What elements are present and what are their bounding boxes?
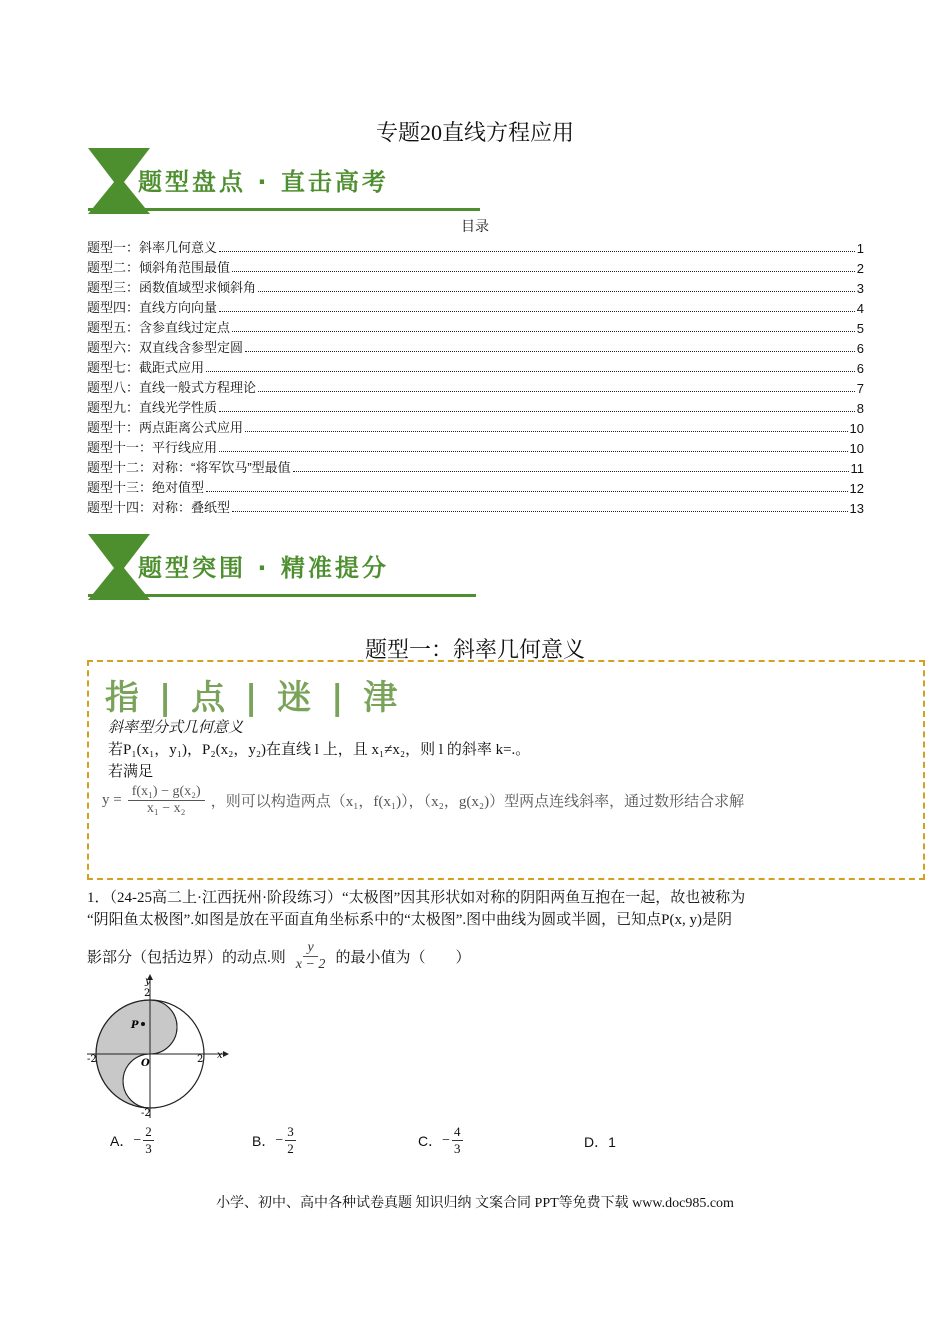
tick-label-x-neg2: -2 bbox=[87, 1054, 97, 1065]
toc-leader-dots bbox=[293, 471, 849, 472]
toc-entry-page: 4 bbox=[856, 301, 864, 316]
option-sign: − bbox=[133, 1132, 142, 1148]
toc-entry-page: 7 bbox=[856, 381, 864, 396]
toc-entry-page: 2 bbox=[856, 261, 864, 276]
toc-entry-page: 1 bbox=[856, 241, 864, 256]
banner-title: 题型盘点 · 直击高考 bbox=[138, 168, 389, 196]
formula-lhs: y = bbox=[102, 792, 122, 808]
question-text-line2: “阴阳鱼太极图”.如图是放在平面直角坐标系中的“太极图”.图中曲线为圆或半圆，已知点P(x, y)是阴 bbox=[87, 912, 732, 928]
option-fraction bbox=[285, 1124, 296, 1157]
point-p-label: P bbox=[131, 1020, 139, 1031]
question-fraction bbox=[292, 940, 330, 973]
toc-entry-label: 题型七：截距式应用 bbox=[87, 360, 205, 375]
document-title: 专题20直线方程应用 bbox=[375, 120, 574, 145]
tip-condition: 若满足 bbox=[108, 764, 154, 780]
option-a[interactable] bbox=[110, 1124, 154, 1157]
option-sign: − bbox=[442, 1132, 451, 1148]
tip-formula bbox=[102, 784, 744, 817]
toc-entry-label: 题型二：倾斜角范围最值 bbox=[87, 260, 231, 275]
tick-label-x2: 2 bbox=[197, 1054, 204, 1065]
point-p-marker bbox=[141, 1022, 145, 1026]
toc-entry-label: 题型三：函数值域型求倾斜角 bbox=[87, 280, 257, 295]
option-sign: − bbox=[275, 1132, 284, 1148]
toc-entry-page: 6 bbox=[856, 341, 864, 356]
x-axis-label: x bbox=[217, 1050, 223, 1061]
toc-entry[interactable] bbox=[87, 236, 864, 256]
formula-fraction bbox=[128, 784, 205, 817]
toc-entry-label: 题型五：含参直线过定点 bbox=[87, 320, 231, 335]
toc-entry[interactable] bbox=[87, 356, 864, 376]
tip-subtitle: 斜率型分式几何意义 bbox=[108, 720, 244, 736]
toc-entry-label: 题型十二：对称：“将军饮马”型最值 bbox=[87, 460, 291, 475]
toc-leader-dots bbox=[219, 451, 848, 452]
toc-leader-dots bbox=[258, 291, 855, 292]
toc-entry-page: 11 bbox=[850, 461, 864, 476]
toc-entry[interactable] bbox=[87, 256, 864, 276]
toc-leader-dots bbox=[219, 251, 855, 252]
toc-leader-dots bbox=[232, 331, 855, 332]
toc-entry-label: 题型九：直线光学性质 bbox=[87, 400, 218, 415]
toc-entry[interactable] bbox=[87, 496, 864, 516]
toc-entry[interactable] bbox=[87, 436, 864, 456]
question-suffix: 的最小值为（ ） bbox=[335, 950, 471, 966]
question-text-line1: 1．（24-25高二上·江西抚州·阶段练习）“太极图”因其形状如对称的阴阳两鱼互抱在一起，故也被称为 bbox=[87, 890, 746, 906]
taiji-figure bbox=[85, 972, 235, 1120]
toc-entry-page: 3 bbox=[856, 281, 864, 296]
tick-label-y-neg2: -2 bbox=[141, 1108, 151, 1119]
option-fraction bbox=[452, 1124, 463, 1157]
toc-entry-page: 12 bbox=[849, 481, 864, 496]
toc-entry[interactable] bbox=[87, 416, 864, 436]
toc-entry-label: 题型八：直线一般式方程理论 bbox=[87, 380, 257, 395]
toc-entry-label: 题型十一：平行线应用 bbox=[87, 440, 218, 455]
option-numerator: 2 bbox=[145, 1124, 152, 1139]
option-letter: C． bbox=[418, 1132, 443, 1149]
toc-entry-label: 题型十三：绝对值型 bbox=[87, 480, 205, 495]
option-denominator: 3 bbox=[145, 1141, 152, 1156]
origin-label: O bbox=[141, 1058, 150, 1069]
toc-entry[interactable] bbox=[87, 456, 864, 476]
option-fraction bbox=[143, 1124, 154, 1157]
toc-leader-dots bbox=[206, 371, 855, 372]
page-footer: 小学、初中、高中各种试卷真题 知识归纳 文案合同 PPT等免费下载 www.doc985.com bbox=[216, 1196, 734, 1211]
toc-entry-page: 8 bbox=[856, 401, 864, 416]
toc-leader-dots bbox=[232, 271, 855, 272]
toc-leader-dots bbox=[206, 491, 848, 492]
formula-numerator: f(x₁) − g(x₂) bbox=[128, 784, 205, 801]
option-value: 1 bbox=[608, 1134, 616, 1150]
option-letter: B． bbox=[252, 1132, 276, 1149]
toc-entry[interactable] bbox=[87, 376, 864, 396]
option-letter: D． bbox=[584, 1134, 609, 1150]
toc-entry-page: 13 bbox=[849, 501, 864, 516]
toc-entry[interactable] bbox=[87, 476, 864, 496]
option-d[interactable] bbox=[584, 1132, 616, 1152]
toc-entry[interactable] bbox=[87, 316, 864, 336]
toc-entry-page: 10 bbox=[849, 441, 864, 456]
y-axis-label: y bbox=[145, 976, 151, 987]
formula-denominator: x₁ − x₂ bbox=[146, 801, 186, 816]
option-c[interactable] bbox=[418, 1124, 463, 1157]
question-prefix: 影部分（包括边界）的动点.则 bbox=[87, 950, 286, 966]
toc-entry-label: 题型十四：对称：叠纸型 bbox=[87, 500, 231, 515]
option-numerator: 3 bbox=[287, 1124, 294, 1139]
banner-title: 题型突围 · 精准提分 bbox=[138, 554, 389, 582]
section-banner-practice bbox=[88, 534, 488, 602]
toc-leader-dots bbox=[245, 431, 848, 432]
toc-entry-label: 题型六：双直线含参型定圆 bbox=[87, 340, 244, 355]
tip-slope-definition: 若P₁(x₁，y₁)，P₂(x₂，y₂)在直线 l 上，且 x₁≠x₂，则 l 的斜率 k=.。 bbox=[108, 742, 531, 758]
toc-entry[interactable] bbox=[87, 276, 864, 296]
toc-leader-dots bbox=[232, 511, 848, 512]
question-text-line3 bbox=[87, 940, 470, 973]
toc-entry-page: 10 bbox=[849, 421, 864, 436]
toc-entry-label: 题型四：直线方向向量 bbox=[87, 300, 218, 315]
option-denominator: 2 bbox=[287, 1141, 294, 1156]
tick-label-y2: 2 bbox=[144, 988, 151, 999]
toc-heading: 目录 bbox=[461, 220, 489, 235]
toc-entry-label: 题型一：斜率几何意义 bbox=[87, 240, 218, 255]
table-of-contents bbox=[87, 236, 864, 516]
toc-leader-dots bbox=[219, 411, 855, 412]
toc-entry[interactable] bbox=[87, 396, 864, 416]
option-denominator: 3 bbox=[454, 1141, 461, 1156]
section-title: 题型一：斜率几何意义 bbox=[364, 637, 585, 662]
toc-entry-page: 6 bbox=[856, 361, 864, 376]
option-numerator: 4 bbox=[454, 1124, 461, 1139]
formula-explanation: ，则可以构造两点（x₁，f(x₁)），（x₂，g(x₂)）型两点连线斜率，通过数形结合求解 bbox=[210, 794, 745, 810]
section-banner-overview bbox=[88, 148, 488, 216]
toc-entry[interactable] bbox=[87, 296, 864, 316]
toc-entry-page: 5 bbox=[856, 321, 864, 336]
tip-heading: 指 | 点 | 迷 | 津 bbox=[105, 678, 402, 718]
toc-entry-label: 题型十：两点距离公式应用 bbox=[87, 420, 244, 435]
option-letter: A． bbox=[110, 1132, 134, 1149]
toc-leader-dots bbox=[258, 391, 855, 392]
option-b[interactable] bbox=[252, 1124, 296, 1157]
toc-leader-dots bbox=[245, 351, 855, 352]
toc-leader-dots bbox=[219, 311, 855, 312]
toc-entry[interactable] bbox=[87, 336, 864, 356]
question-fraction-denominator: x − 2 bbox=[295, 957, 326, 972]
question-fraction-numerator: y bbox=[303, 940, 317, 957]
